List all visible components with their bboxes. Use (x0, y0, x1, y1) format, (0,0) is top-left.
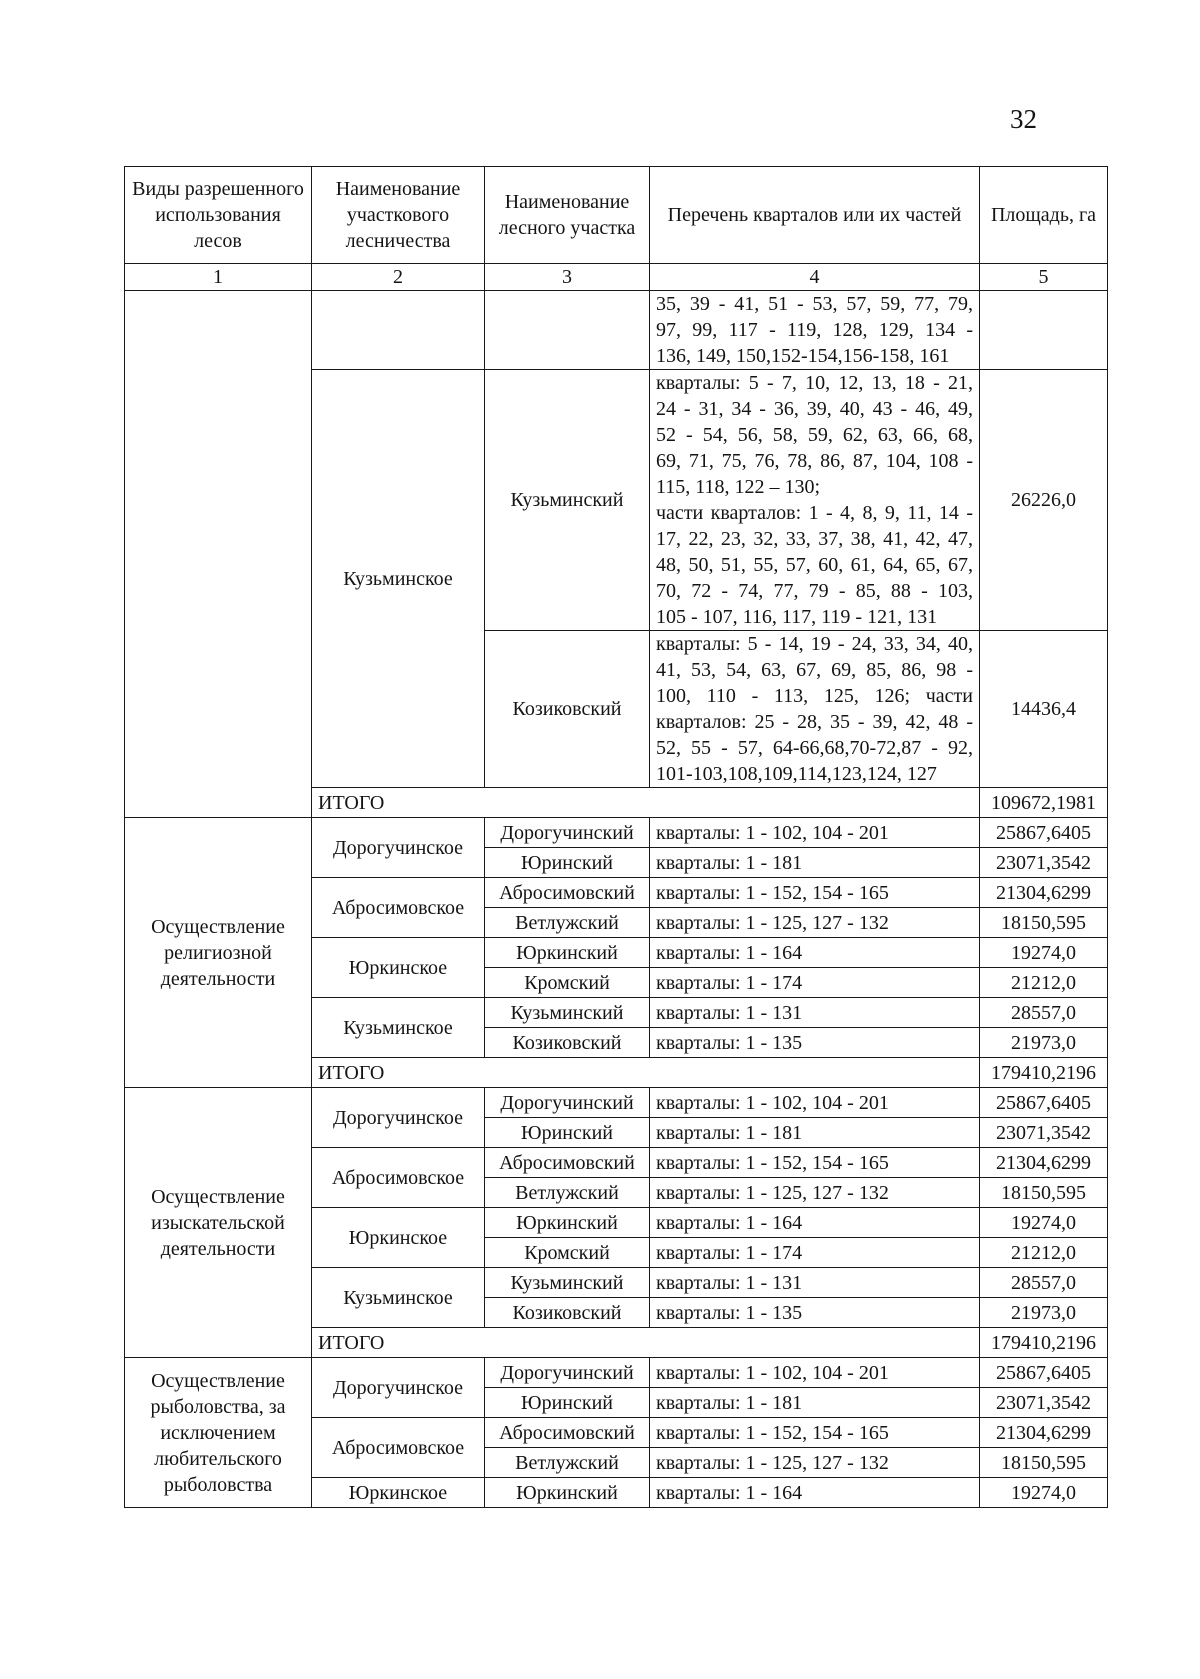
column-number: 4 (650, 264, 980, 291)
quarters-line: кварталов: 25 - 28, 35 - 39, 42, 48 - (656, 711, 973, 733)
quarters-cell: кварталы: 1 - 125, 127 - 132 (650, 1178, 980, 1208)
plot-cell: Кузьминский (485, 370, 650, 631)
forestry-cell: Дорогучинское (312, 818, 485, 878)
forest-use-table (124, 166, 1108, 1508)
area-cell: 23071,3542 (980, 1388, 1108, 1418)
area-cell: 21212,0 (980, 968, 1108, 998)
quarters-cell: кварталы: 1 - 135 (650, 1298, 980, 1328)
area-cell: 23071,3542 (980, 1118, 1108, 1148)
total-label: ИТОГО (312, 1058, 980, 1088)
forestry-cell: Абросимовское (312, 1148, 485, 1208)
quarters-line: 17, 22, 23, 32, 33, 37, 38, 41, 42, 47, (656, 528, 973, 550)
area-cell: 28557,0 (980, 1268, 1108, 1298)
use-cell-empty (125, 291, 312, 818)
area-cell: 19274,0 (980, 1478, 1108, 1508)
quarters-cell: кварталы: 1 - 181 (650, 1388, 980, 1418)
header-use: Виды разрешенного использования лесов (125, 167, 312, 264)
header-plot: Наименование лесного участка (485, 167, 650, 264)
quarters-line: 24 - 31, 34 - 36, 39, 40, 43 - 46, 49, (656, 398, 973, 420)
quarters-line: кварталы: 5 - 7, 10, 12, 13, 18 - 21, (656, 372, 973, 394)
total-area: 109672,1981 (980, 788, 1108, 818)
plot-cell: Юркинский (485, 1478, 650, 1508)
header-row (125, 167, 1108, 264)
quarters-line: 41, 53, 54, 63, 67, 69, 85, 86, 98 - (656, 659, 973, 681)
plot-cell: Юринский (485, 1388, 650, 1418)
quarters-line: 100, 110 - 113, 125, 126; части (656, 685, 973, 707)
area-cell: 28557,0 (980, 998, 1108, 1028)
area-cell: 14436,4 (980, 631, 1108, 788)
forestry-cell: Кузьминское (312, 370, 485, 788)
plot-cell: Кромский (485, 968, 650, 998)
plot-cell: Дорогучинский (485, 1358, 650, 1388)
total-label: ИТОГО (312, 788, 980, 818)
quarters-line: 35, 39 - 41, 51 - 53, 57, 59, 77, 79, (656, 293, 973, 315)
quarters-line: 69, 71, 75, 76, 78, 86, 87, 104, 108 - (656, 450, 973, 472)
quarters-cell: кварталы: 1 - 152, 154 - 165 (650, 1148, 980, 1178)
plot-cell: Ветлужский (485, 908, 650, 938)
area-cell: 25867,6405 (980, 1358, 1108, 1388)
plot-cell: Юринский (485, 1118, 650, 1148)
quarters-cell: кварталы: 1 - 174 (650, 968, 980, 998)
quarters-cell: кварталы: 1 - 181 (650, 1118, 980, 1148)
plot-cell: Козиковский (485, 1298, 650, 1328)
area-cell: 21212,0 (980, 1238, 1108, 1268)
area-cell: 19274,0 (980, 1208, 1108, 1238)
quarters-line: 101-103,108,109,114,123,124, 127 (656, 763, 937, 785)
plot-cell: Ветлужский (485, 1178, 650, 1208)
quarters-cell: кварталы: 1 - 131 (650, 998, 980, 1028)
quarters-cell: кварталы: 1 - 181 (650, 848, 980, 878)
quarters-cell (650, 631, 980, 788)
area-cell: 21304,6299 (980, 878, 1108, 908)
forestry-cell: Дорогучинское (312, 1358, 485, 1418)
table-row (125, 1358, 1108, 1388)
forestry-cell: Кузьминское (312, 998, 485, 1058)
plot-cell: Козиковский (485, 631, 650, 788)
column-number: 2 (312, 264, 485, 291)
quarters-cell (650, 291, 980, 370)
quarters-line: 136, 149, 150,152-154,156-158, 161 (656, 345, 950, 367)
quarters-cell: кварталы: 1 - 135 (650, 1028, 980, 1058)
plot-cell: Кузьминский (485, 1268, 650, 1298)
forestry-cell: Юркинское (312, 1478, 485, 1508)
header-quarters: Перечень кварталов или их частей (650, 167, 980, 264)
area-cell: 25867,6405 (980, 818, 1108, 848)
page-number: 32 (1010, 104, 1037, 134)
plot-cell: Ветлужский (485, 1448, 650, 1478)
total-label: ИТОГО (312, 1328, 980, 1358)
column-number: 5 (980, 264, 1108, 291)
header-area: Площадь, га (980, 167, 1108, 264)
plot-cell: Юркинский (485, 1208, 650, 1238)
total-area: 179410,2196 (980, 1328, 1108, 1358)
table-row (125, 291, 1108, 370)
quarters-line: 48, 50, 51, 55, 57, 60, 61, 64, 65, 67, (656, 554, 973, 576)
quarters-cell: кварталы: 1 - 164 (650, 1478, 980, 1508)
quarters-cell: кварталы: 1 - 125, 127 - 132 (650, 908, 980, 938)
quarters-line: части кварталов: 1 - 4, 8, 9, 11, 14 - (656, 502, 973, 524)
area-cell-empty (980, 291, 1108, 370)
plot-cell: Абросимовский (485, 878, 650, 908)
plot-cell-empty (485, 291, 650, 370)
quarters-cell (650, 370, 980, 631)
table-row (125, 818, 1108, 848)
plot-cell: Юринский (485, 848, 650, 878)
quarters-cell: кварталы: 1 - 174 (650, 1238, 980, 1268)
total-area: 179410,2196 (980, 1058, 1108, 1088)
plot-cell: Кузьминский (485, 998, 650, 1028)
quarters-line: 115, 118, 122 – 130; (656, 476, 821, 498)
column-number: 3 (485, 264, 650, 291)
plot-cell: Кромский (485, 1238, 650, 1268)
use-cell: Осуществление изыскательской деятельности (125, 1088, 312, 1358)
column-number-row (125, 264, 1108, 291)
quarters-cell: кварталы: 1 - 102, 104 - 201 (650, 1088, 980, 1118)
plot-cell: Дорогучинский (485, 818, 650, 848)
column-number: 1 (125, 264, 312, 291)
area-cell: 23071,3542 (980, 848, 1108, 878)
quarters-cell: кварталы: 1 - 164 (650, 938, 980, 968)
area-cell: 18150,595 (980, 1448, 1108, 1478)
forestry-cell-empty (312, 291, 485, 370)
area-cell: 21304,6299 (980, 1418, 1108, 1448)
area-cell: 18150,595 (980, 908, 1108, 938)
quarters-line: 105 - 107, 116, 117, 119 - 121, 131 (656, 606, 938, 628)
forestry-cell: Юркинское (312, 1208, 485, 1268)
quarters-cell: кварталы: 1 - 131 (650, 1268, 980, 1298)
quarters-line: кварталы: 5 - 14, 19 - 24, 33, 34, 40, (656, 633, 973, 655)
quarters-line: 52, 55 - 57, 64-66,68,70-72,87 - 92, (656, 737, 973, 759)
forestry-cell: Кузьминское (312, 1268, 485, 1328)
plot-cell: Абросимовский (485, 1418, 650, 1448)
plot-cell: Козиковский (485, 1028, 650, 1058)
area-cell: 18150,595 (980, 1178, 1108, 1208)
area-cell: 21304,6299 (980, 1148, 1108, 1178)
quarters-line: 70, 72 - 74, 77, 79 - 85, 88 - 103, (656, 580, 973, 602)
plot-cell: Абросимовский (485, 1148, 650, 1178)
area-cell: 21973,0 (980, 1298, 1108, 1328)
table-row (125, 1088, 1108, 1118)
forestry-cell: Абросимовское (312, 878, 485, 938)
area-cell: 26226,0 (980, 370, 1108, 631)
quarters-cell: кварталы: 1 - 152, 154 - 165 (650, 1418, 980, 1448)
header-forestry: Наименование участкового лесничества (312, 167, 485, 264)
quarters-cell: кварталы: 1 - 125, 127 - 132 (650, 1448, 980, 1478)
quarters-line: 97, 99, 117 - 119, 128, 129, 134 - (656, 319, 973, 341)
quarters-cell: кварталы: 1 - 102, 104 - 201 (650, 818, 980, 848)
forestry-cell: Дорогучинское (312, 1088, 485, 1148)
area-cell: 25867,6405 (980, 1088, 1108, 1118)
quarters-line: 52 - 54, 56, 58, 59, 62, 63, 66, 68, (656, 424, 973, 446)
area-cell: 21973,0 (980, 1028, 1108, 1058)
plot-cell: Юркинский (485, 938, 650, 968)
use-cell: Осуществление рыболовства, за исключением любительского рыболовства (125, 1358, 312, 1508)
quarters-cell: кварталы: 1 - 102, 104 - 201 (650, 1358, 980, 1388)
quarters-cell: кварталы: 1 - 164 (650, 1208, 980, 1238)
quarters-cell: кварталы: 1 - 152, 154 - 165 (650, 878, 980, 908)
forestry-cell: Абросимовское (312, 1418, 485, 1478)
area-cell: 19274,0 (980, 938, 1108, 968)
plot-cell: Дорогучинский (485, 1088, 650, 1118)
use-cell: Осуществление религиозной деятельности (125, 818, 312, 1088)
forestry-cell: Юркинское (312, 938, 485, 998)
